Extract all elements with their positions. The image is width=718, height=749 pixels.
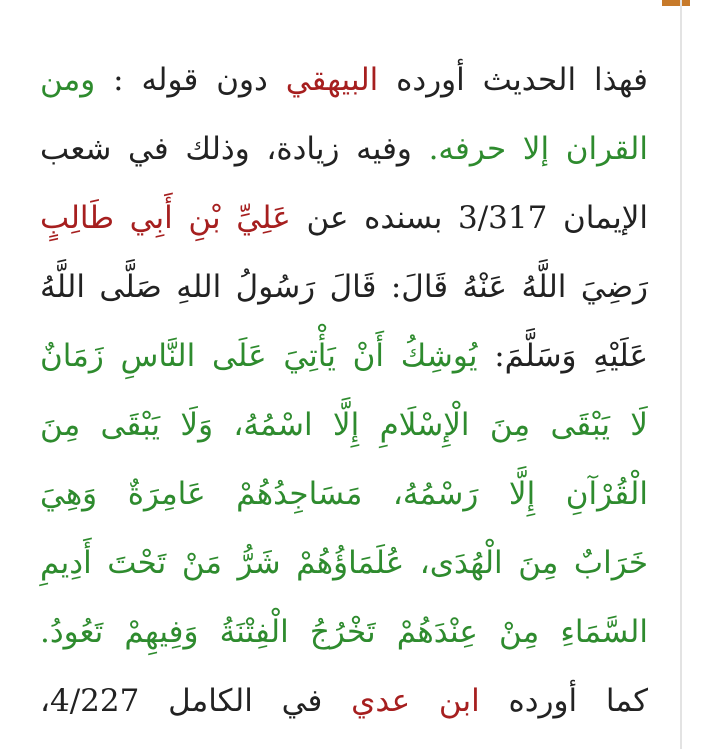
line-5-seg-1: عَلَيْهِ وَسَلَّمَ: [477, 338, 648, 374]
text-line-1 [40, 46, 648, 115]
margin-rule [680, 0, 682, 749]
line-1-seg-4: ومن [40, 62, 96, 98]
top-accent-bar [662, 0, 690, 6]
line-10-seg-3: في الكامل 4/227، [40, 683, 352, 719]
line-9-seg-1: السَّمَاءِ مِنْ عِنْدَهُمْ تَخْرُجُ الْفِتْنَةُ وَفِيهِمْ تَعُودُ. [40, 614, 648, 650]
text-line-8 [40, 529, 648, 598]
text-line-10 [40, 667, 648, 736]
line-6-seg-1: لَا يَبْقَى مِنَ الْإِسْلَامِ إِلَّا اسْمُهُ، وَلَا يَبْقَى مِنَ [40, 407, 648, 443]
line-3-seg-2: عَلِيِّ بْنِ أَبِي طَالِبٍ [40, 200, 291, 236]
line-1-seg-2: البيهقي [285, 62, 379, 98]
text-line-5 [40, 322, 648, 391]
hadith-text-block [40, 46, 648, 736]
text-line-2 [40, 115, 648, 184]
line-2-seg-2: وفيه زيادة، وذلك في شعب [40, 131, 429, 167]
line-7-seg-1: الْقُرْآنِ إِلَّا رَسْمُهُ، مَسَاجِدُهُمْ عَامِرَةٌ وَهِيَ [40, 476, 648, 512]
line-5-seg-2: يُوشِكُ أَنْ يَأْتِيَ عَلَى النَّاسِ زَمَانٌ [40, 338, 478, 374]
line-1-seg-3: دون قوله : [95, 62, 286, 98]
text-line-3 [40, 184, 648, 253]
line-4-seg-1: رَضِيَ اللَّهُ عَنْهُ قَالَ: قَالَ رَسُولُ اللهِ صَلَّى اللَّهُ [40, 269, 648, 305]
line-1-seg-1: فهذا الحديث أورده [378, 62, 648, 98]
text-line-9 [40, 598, 648, 667]
line-10-seg-2: ابن عدي [351, 683, 480, 719]
line-8-seg-1: خَرَابٌ مِنَ الْهُدَى، عُلَمَاؤُهُمْ شَرُّ مَنْ تَحْتَ أَدِيمِ [40, 545, 648, 581]
text-line-7 [40, 460, 648, 529]
text-line-6 [40, 391, 648, 460]
text-line-4 [40, 253, 648, 322]
line-3-seg-1: الإيمان 3/317 بسنده عن [290, 200, 648, 236]
line-10-seg-1: كما أورده [479, 683, 648, 719]
line-2-seg-1: القران إلا حرفه. [428, 131, 648, 167]
